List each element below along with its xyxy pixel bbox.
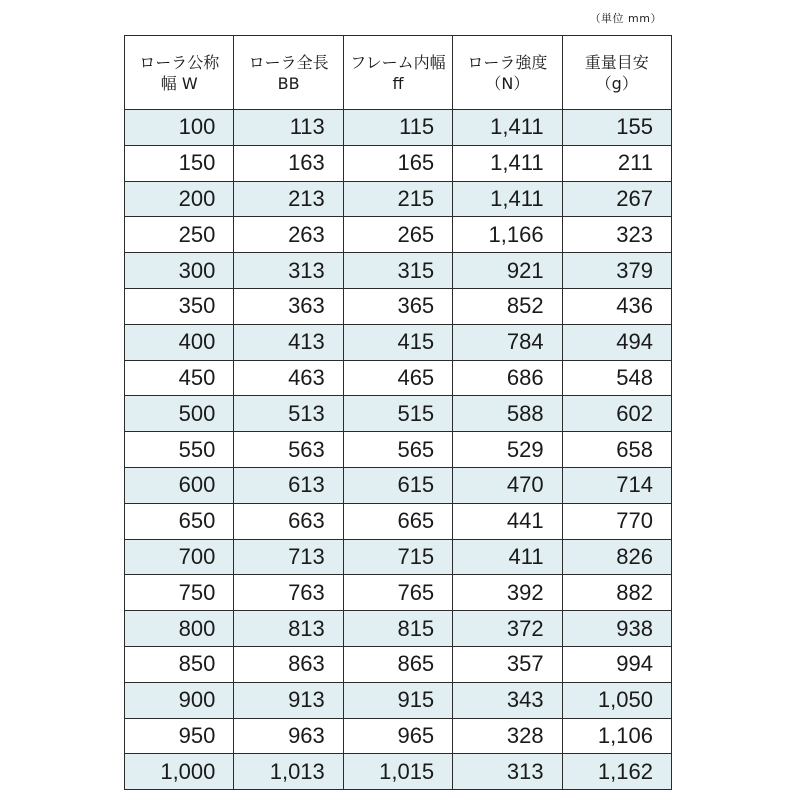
cell-frame-inner-width: 265	[343, 217, 452, 253]
table-header	[125, 36, 672, 110]
table-row	[125, 360, 672, 396]
header-sublabel: （N）	[485, 73, 530, 93]
table-row	[125, 754, 672, 790]
roller-spec-table	[124, 35, 672, 790]
cell-weight-estimate: 494	[562, 324, 671, 360]
cell-nominal-width: 1,000	[125, 754, 234, 790]
cell-nominal-width: 100	[125, 110, 234, 146]
header-row	[125, 36, 672, 110]
table-row	[125, 503, 672, 539]
cell-overall-length: 113	[234, 110, 343, 146]
cell-overall-length: 513	[234, 396, 343, 432]
cell-frame-inner-width: 315	[343, 253, 452, 289]
cell-roller-strength: 357	[453, 646, 562, 682]
cell-roller-strength: 588	[453, 396, 562, 432]
cell-weight-estimate: 1,162	[562, 754, 671, 790]
unit-note: （単位 mm）	[589, 12, 662, 25]
cell-weight-estimate: 211	[562, 145, 671, 181]
cell-overall-length: 263	[234, 217, 343, 253]
cell-roller-strength: 328	[453, 718, 562, 754]
cell-nominal-width: 950	[125, 718, 234, 754]
table-row	[125, 288, 672, 324]
cell-overall-length: 163	[234, 145, 343, 181]
table-row	[125, 646, 672, 682]
cell-frame-inner-width: 415	[343, 324, 452, 360]
cell-overall-length: 313	[234, 253, 343, 289]
cell-overall-length: 613	[234, 467, 343, 503]
cell-nominal-width: 150	[125, 145, 234, 181]
cell-weight-estimate: 714	[562, 467, 671, 503]
table-row	[125, 217, 672, 253]
cell-nominal-width: 500	[125, 396, 234, 432]
cell-frame-inner-width: 1,015	[343, 754, 452, 790]
table-row	[125, 324, 672, 360]
cell-overall-length: 413	[234, 324, 343, 360]
cell-nominal-width: 550	[125, 432, 234, 468]
cell-nominal-width: 900	[125, 682, 234, 718]
cell-roller-strength: 529	[453, 432, 562, 468]
header-weight-estimate	[562, 36, 671, 110]
cell-weight-estimate: 436	[562, 288, 671, 324]
cell-frame-inner-width: 815	[343, 611, 452, 647]
cell-weight-estimate: 1,050	[562, 682, 671, 718]
cell-overall-length: 1,013	[234, 754, 343, 790]
cell-frame-inner-width: 665	[343, 503, 452, 539]
table-row	[125, 611, 672, 647]
cell-roller-strength: 470	[453, 467, 562, 503]
table-body	[125, 110, 672, 790]
header-nominal-width	[125, 36, 234, 110]
cell-frame-inner-width: 615	[343, 467, 452, 503]
cell-weight-estimate: 323	[562, 217, 671, 253]
cell-weight-estimate: 548	[562, 360, 671, 396]
cell-overall-length: 963	[234, 718, 343, 754]
cell-frame-inner-width: 215	[343, 181, 452, 217]
cell-nominal-width: 250	[125, 217, 234, 253]
cell-weight-estimate: 882	[562, 575, 671, 611]
cell-overall-length: 363	[234, 288, 343, 324]
cell-weight-estimate: 1,106	[562, 718, 671, 754]
cell-weight-estimate: 155	[562, 110, 671, 146]
table-row	[125, 682, 672, 718]
cell-weight-estimate: 267	[562, 181, 671, 217]
cell-roller-strength: 784	[453, 324, 562, 360]
cell-overall-length: 913	[234, 682, 343, 718]
table-row	[125, 718, 672, 754]
cell-frame-inner-width: 715	[343, 539, 452, 575]
cell-frame-inner-width: 865	[343, 646, 452, 682]
header-overall-length	[234, 36, 343, 110]
cell-nominal-width: 200	[125, 181, 234, 217]
header-label: ローラ公称	[139, 52, 220, 72]
table-row	[125, 539, 672, 575]
cell-nominal-width: 450	[125, 360, 234, 396]
table-row	[125, 253, 672, 289]
cell-weight-estimate: 602	[562, 396, 671, 432]
cell-roller-strength: 1,411	[453, 145, 562, 181]
cell-roller-strength: 313	[453, 754, 562, 790]
cell-roller-strength: 441	[453, 503, 562, 539]
header-sublabel: （g）	[595, 73, 638, 93]
header-label: 重量目安	[584, 52, 649, 72]
cell-nominal-width: 750	[125, 575, 234, 611]
cell-roller-strength: 1,411	[453, 181, 562, 217]
header-label: ローラ強度	[467, 52, 548, 72]
cell-weight-estimate: 770	[562, 503, 671, 539]
cell-roller-strength: 852	[453, 288, 562, 324]
cell-nominal-width: 350	[125, 288, 234, 324]
cell-frame-inner-width: 965	[343, 718, 452, 754]
cell-frame-inner-width: 765	[343, 575, 452, 611]
cell-nominal-width: 800	[125, 611, 234, 647]
cell-nominal-width: 400	[125, 324, 234, 360]
header-frame-inner-width	[343, 36, 452, 110]
header-sublabel: 幅 W	[160, 73, 198, 93]
cell-frame-inner-width: 465	[343, 360, 452, 396]
table-row	[125, 181, 672, 217]
cell-frame-inner-width: 565	[343, 432, 452, 468]
table-row	[125, 575, 672, 611]
cell-overall-length: 713	[234, 539, 343, 575]
header-roller-strength	[453, 36, 562, 110]
table-row	[125, 432, 672, 468]
header-label: ローラ全長	[248, 52, 329, 72]
cell-weight-estimate: 379	[562, 253, 671, 289]
table-row	[125, 467, 672, 503]
cell-overall-length: 763	[234, 575, 343, 611]
cell-weight-estimate: 658	[562, 432, 671, 468]
cell-weight-estimate: 994	[562, 646, 671, 682]
cell-nominal-width: 600	[125, 467, 234, 503]
cell-overall-length: 213	[234, 181, 343, 217]
cell-roller-strength: 1,411	[453, 110, 562, 146]
cell-roller-strength: 372	[453, 611, 562, 647]
cell-roller-strength: 392	[453, 575, 562, 611]
cell-nominal-width: 850	[125, 646, 234, 682]
cell-overall-length: 863	[234, 646, 343, 682]
header-sublabel: ff	[392, 73, 404, 93]
cell-weight-estimate: 826	[562, 539, 671, 575]
cell-roller-strength: 686	[453, 360, 562, 396]
cell-overall-length: 663	[234, 503, 343, 539]
cell-nominal-width: 700	[125, 539, 234, 575]
cell-frame-inner-width: 365	[343, 288, 452, 324]
cell-overall-length: 463	[234, 360, 343, 396]
cell-frame-inner-width: 115	[343, 110, 452, 146]
cell-weight-estimate: 938	[562, 611, 671, 647]
cell-overall-length: 563	[234, 432, 343, 468]
cell-nominal-width: 650	[125, 503, 234, 539]
header-label: フレーム内幅	[350, 52, 446, 72]
cell-frame-inner-width: 165	[343, 145, 452, 181]
cell-roller-strength: 343	[453, 682, 562, 718]
table-row	[125, 396, 672, 432]
cell-frame-inner-width: 915	[343, 682, 452, 718]
cell-roller-strength: 1,166	[453, 217, 562, 253]
cell-overall-length: 813	[234, 611, 343, 647]
table-row	[125, 110, 672, 146]
cell-nominal-width: 300	[125, 253, 234, 289]
cell-frame-inner-width: 515	[343, 396, 452, 432]
cell-roller-strength: 921	[453, 253, 562, 289]
cell-roller-strength: 411	[453, 539, 562, 575]
table-row	[125, 145, 672, 181]
header-sublabel: BB	[277, 73, 300, 93]
